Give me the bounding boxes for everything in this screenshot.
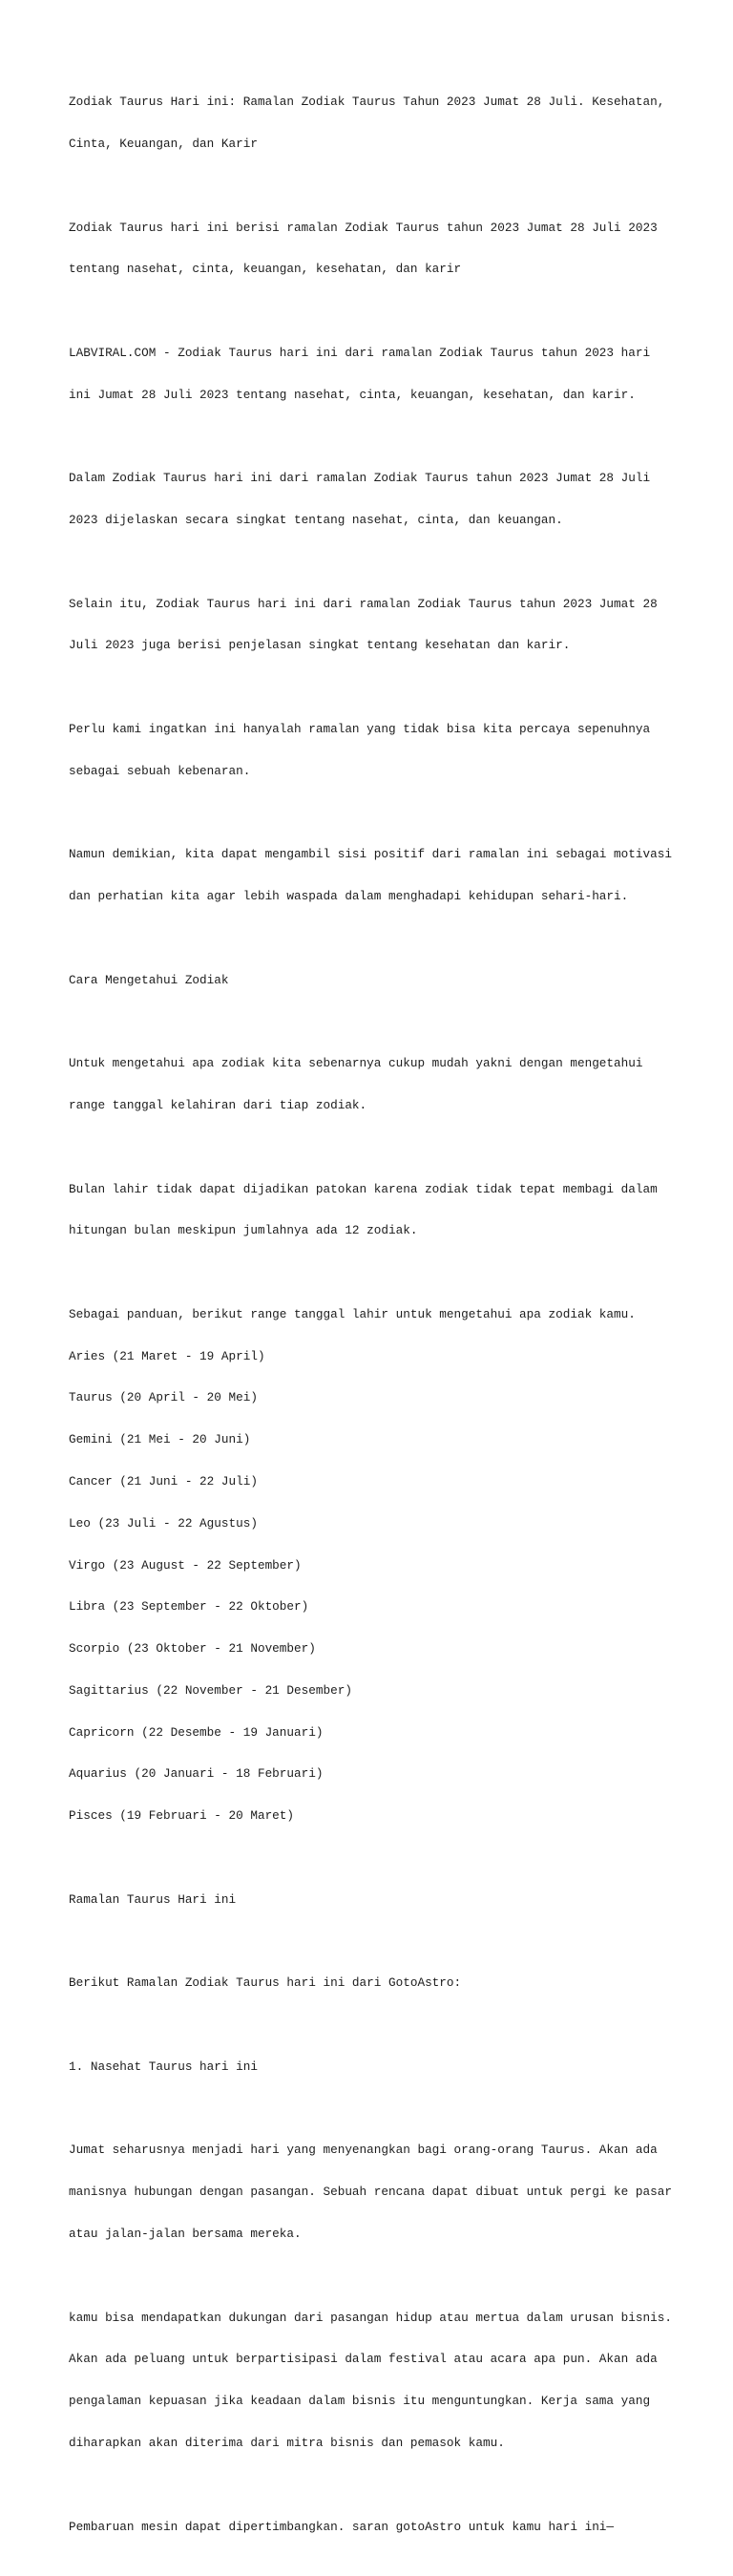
text-line: manisnya hubungan dengan pasangan. Sebuah rencana dapat dibuat untuk pergi ke pasar xyxy=(69,2185,672,2200)
section-heading-nasehat xyxy=(69,2033,699,2102)
text-line: hitungan bulan meskipun jumlahnya ada 12 zodiak. xyxy=(69,1223,418,1238)
zodiac-list-item: Capricorn (22 Desembe - 19 Januari) xyxy=(69,1724,324,1740)
text-line: LABVIRAL.COM - Zodiak Taurus hari ini dari ramalan Zodiak Taurus tahun 2023 hari xyxy=(69,345,651,360)
zodiac-list-item: Cancer (21 Juni - 22 Juli) xyxy=(69,1473,258,1489)
zodiac-list-item: Leo (23 Juli - 22 Agustus) xyxy=(69,1515,258,1531)
text-line: Bulan lahir tidak dapat dijadikan patokan karena zodiak tidak tepat membagi dalam xyxy=(69,1181,658,1196)
text-line: Cara Mengetahui Zodiak xyxy=(69,972,229,987)
text-line: Pembaruan mesin dapat dipertimbangkan. saran gotoAstro untuk kamu hari ini— xyxy=(69,2519,615,2534)
text-line: Untuk mengetahui apa zodiak kita sebenarnya cukup mudah yakni dengan mengetahui xyxy=(69,1056,643,1071)
paragraph-title xyxy=(69,68,699,179)
zodiac-list-item: Taurus (20 April - 20 Mei) xyxy=(69,1390,258,1405)
text-line: Jumat seharusnya menjadi hari yang menyenangkan bagi orang-orang Taurus. Akan ada xyxy=(69,2143,658,2158)
paragraph xyxy=(69,1154,699,1266)
text-line: ini Jumat 28 Juli 2023 tentang nasehat, cinta, keuangan, kesehatan, dan karir. xyxy=(69,387,636,402)
paragraph xyxy=(69,820,699,932)
paragraph xyxy=(69,2283,699,2478)
text-line: pengalaman kepuasan jika keadaan dalam bisnis itu menguntungkan. Kerja sama yang xyxy=(69,2394,651,2409)
zodiac-list-item: Aquarius (20 Januari - 18 Februari) xyxy=(69,1766,324,1782)
paragraph xyxy=(69,695,699,807)
text-line: Perlu kami ingatkan ini hanyalah ramalan yang tidak bisa kita percaya sepenuhnya xyxy=(69,721,651,736)
text-line: sebagai sebuah kebenaran. xyxy=(69,763,251,778)
paragraph xyxy=(69,2116,699,2270)
text-line: Ramalan Taurus Hari ini xyxy=(69,1891,237,1907)
text-line: 2023 dijelaskan secara singkat tentang nasehat, cinta, dan keuangan. xyxy=(69,513,563,527)
text-line: Sebagai panduan, berikut range tanggal lahir untuk mengetahui apa zodiak kamu. xyxy=(69,1306,636,1321)
paragraph xyxy=(69,1029,699,1141)
text-line: 1. Nasehat Taurus hari ini xyxy=(69,2059,258,2074)
zodiac-list-item: Virgo (23 August - 22 September) xyxy=(69,1557,302,1573)
paragraph xyxy=(69,1949,699,2018)
paragraph xyxy=(69,444,699,556)
zodiac-list-item: Libra (23 September - 22 Oktober) xyxy=(69,1599,309,1615)
section-heading-cara-mengetahui-zodiak xyxy=(69,945,699,1015)
text-line: range tanggal kelahiran dari tiap zodiak. xyxy=(69,1097,367,1112)
text-line: Juli 2023 juga berisi penjelasan singkat tentang kesehatan dan karir. xyxy=(69,638,571,653)
zodiac-list-item: Pisces (19 Februari - 20 Maret) xyxy=(69,1808,295,1824)
zodiac-list-item: Aries (21 Maret - 19 April) xyxy=(69,1348,265,1363)
text-line: Akan ada peluang untuk berpartisipasi dalam festival atau acara apa pun. Akan ada xyxy=(69,2352,658,2367)
text-line: diharapkan akan diterima dari mitra bisnis dan pemasok kamu. xyxy=(69,2435,505,2450)
text-line: Cinta, Keuangan, dan Karir xyxy=(69,136,258,151)
text-line: Berikut Ramalan Zodiak Taurus hari ini dari GotoAstro: xyxy=(69,1975,462,1991)
text-line: dan perhatian kita agar lebih waspada dalam menghadapi kehidupan sehari-hari. xyxy=(69,889,629,904)
text-line: kamu bisa mendapatkan dukungan dari pasangan hidup atau mertua dalam urusan bisnis. xyxy=(69,2310,672,2325)
paragraph xyxy=(69,193,699,305)
text-line: tentang nasehat, cinta, keuangan, kesehatan, dan karir xyxy=(69,262,462,277)
paragraph xyxy=(69,319,699,431)
text-line: atau jalan-jalan bersama mereka. xyxy=(69,2227,302,2242)
zodiac-list-item: Gemini (21 Mei - 20 Juni) xyxy=(69,1432,251,1447)
section-heading-ramalan-taurus xyxy=(69,1866,699,1935)
text-line: Zodiak Taurus Hari ini: Ramalan Zodiak Taurus Tahun 2023 Jumat 28 Juli. Kesehatan, xyxy=(69,95,665,110)
paragraph xyxy=(69,569,699,681)
text-line: Selain itu, Zodiak Taurus hari ini dari ramalan Zodiak Taurus tahun 2023 Jumat 28 xyxy=(69,596,658,611)
text-line: Namun demikian, kita dapat mengambil sisi positif dari ramalan ini sebagai motivasi xyxy=(69,847,672,862)
text-line: Zodiak Taurus hari ini berisi ramalan Zodiak Taurus tahun 2023 Jumat 28 Juli 2023 xyxy=(69,220,658,235)
zodiac-list-item: Scorpio (23 Oktober - 21 November) xyxy=(69,1641,316,1657)
document-page xyxy=(69,68,699,2576)
zodiac-date-list xyxy=(69,1280,699,1851)
zodiac-list-item: Sagittarius (22 November - 21 Desember) xyxy=(69,1682,352,1698)
text-line: Dalam Zodiak Taurus hari ini dari ramalan Zodiak Taurus tahun 2023 Jumat 28 Juli xyxy=(69,471,651,486)
paragraph xyxy=(69,2492,699,2562)
